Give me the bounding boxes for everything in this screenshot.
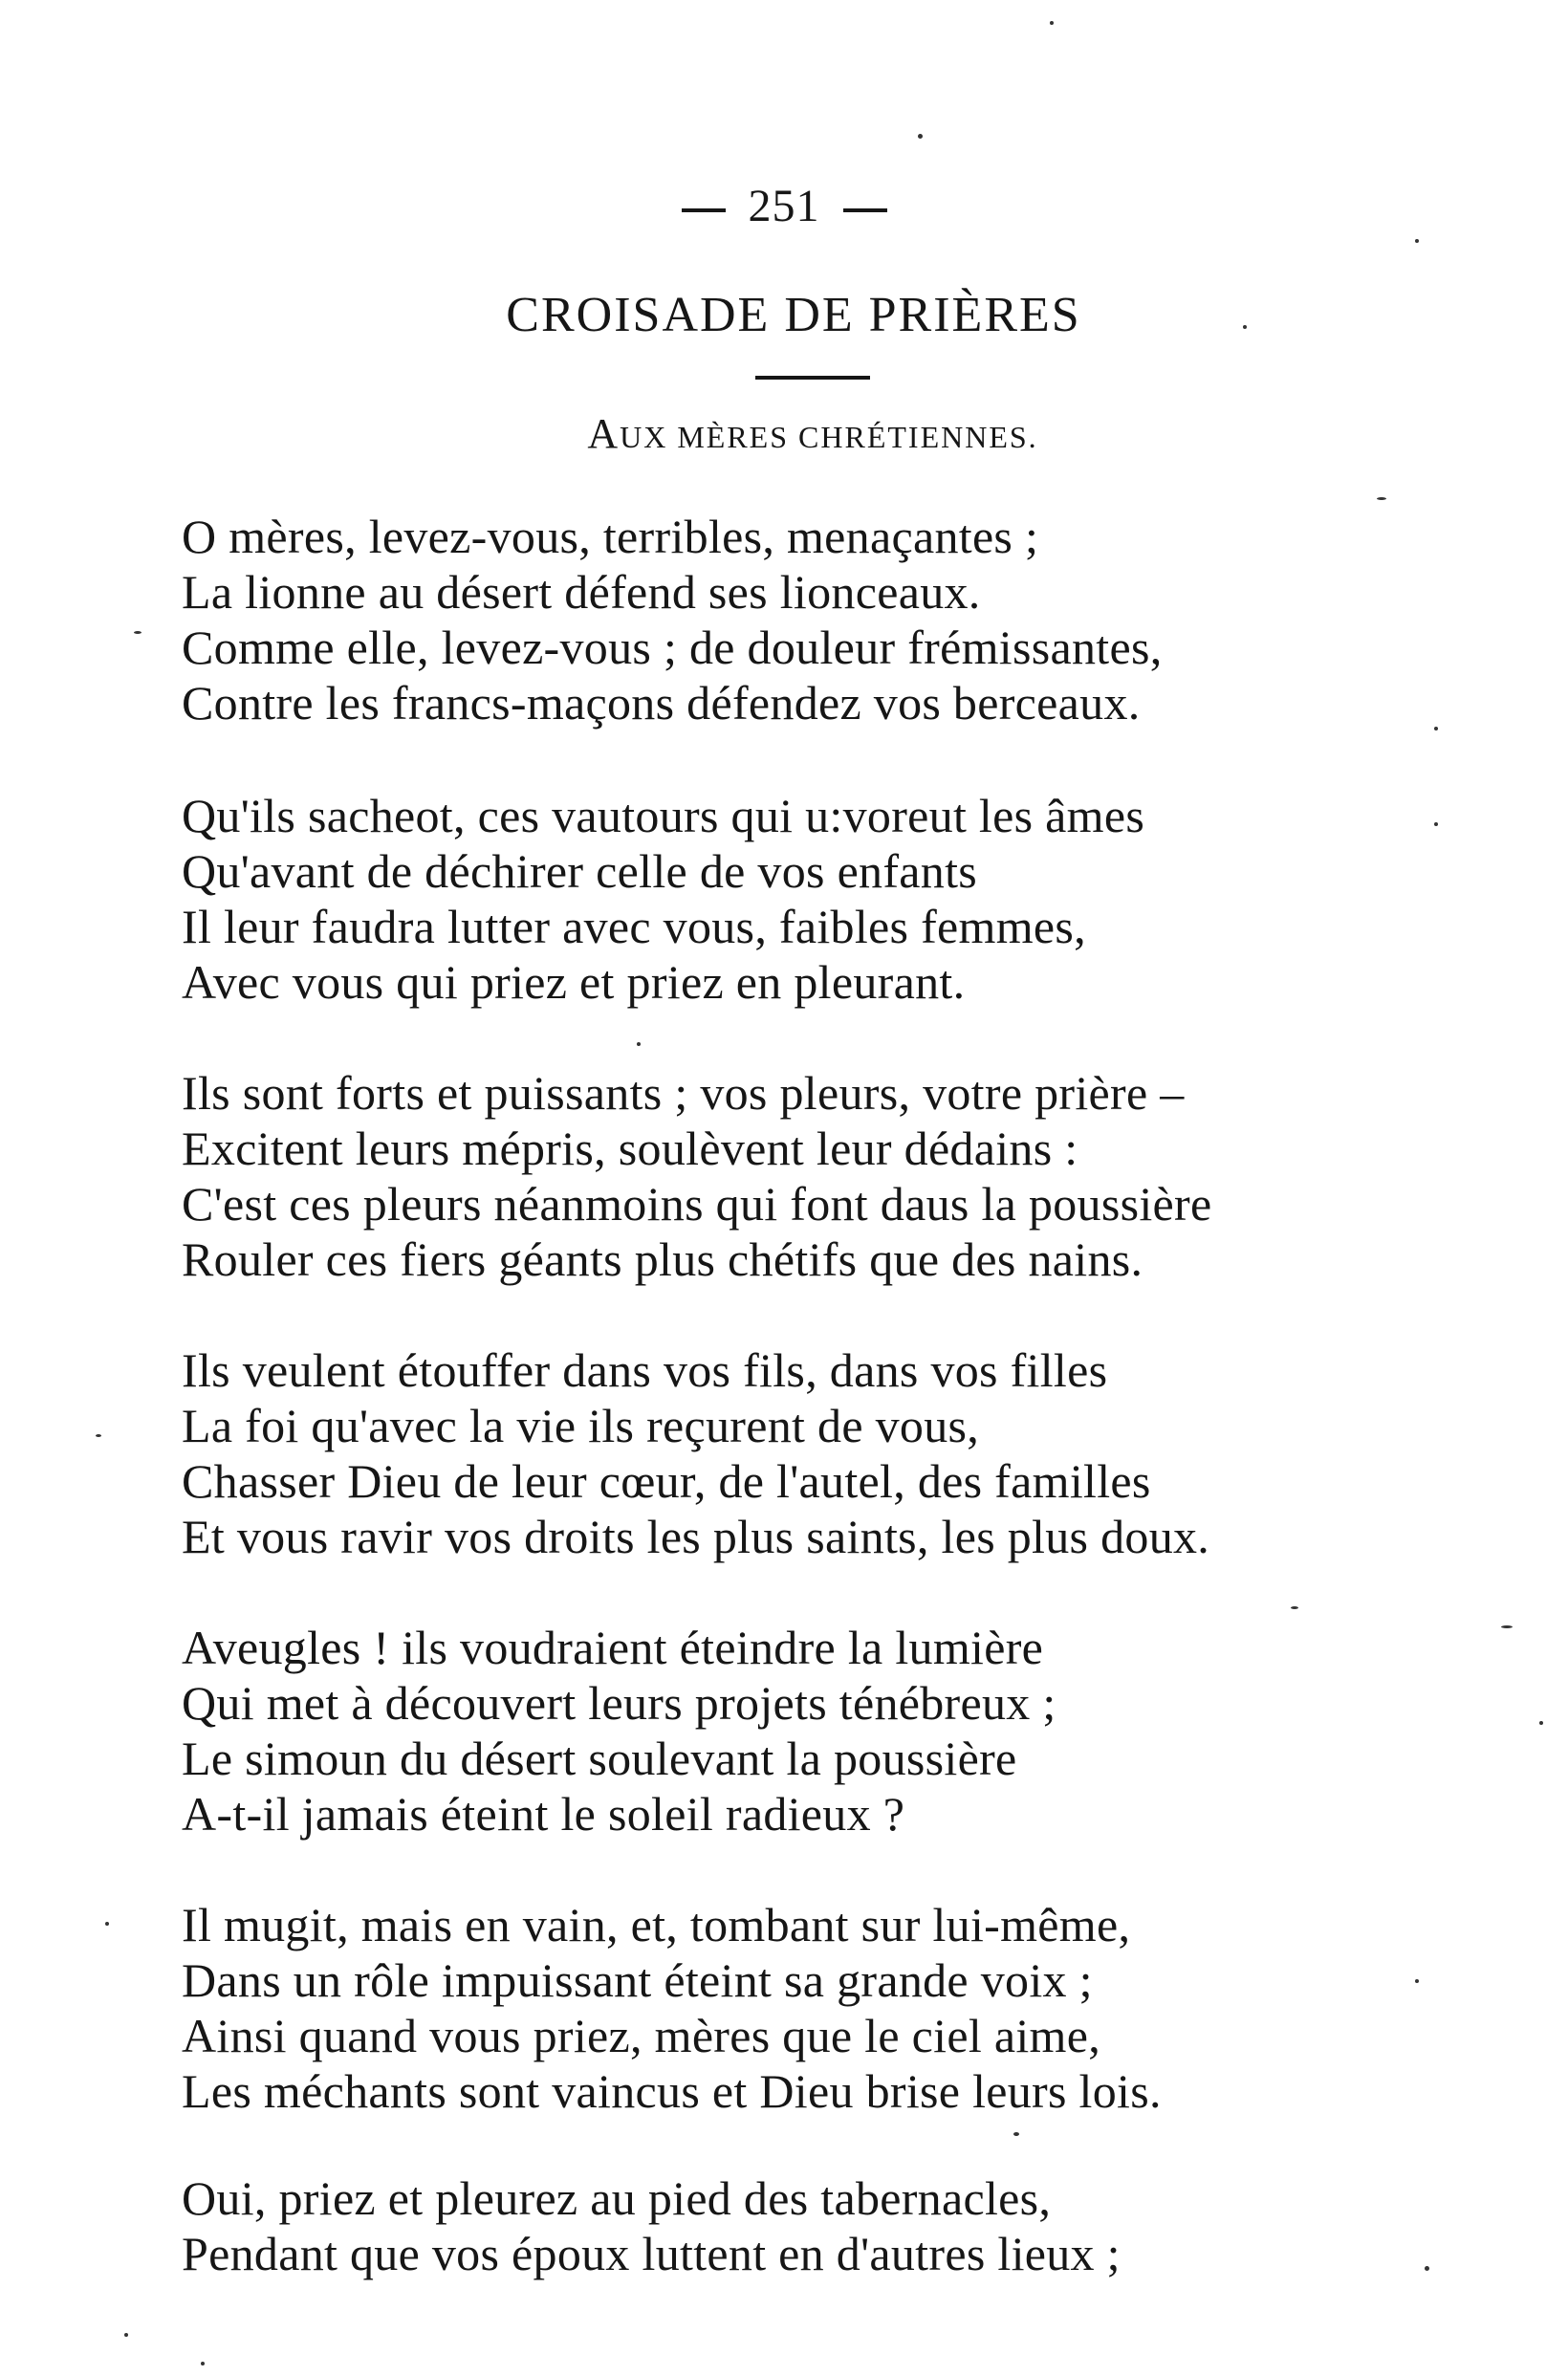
scan-speck [1415, 1979, 1419, 1983]
scan-speck [1539, 1721, 1543, 1725]
scan-speck [1425, 2266, 1429, 2271]
scan-speck [1501, 1625, 1513, 1628]
dash-left [682, 208, 726, 212]
verse-line: Ils veulent étouffer dans vos fils, dans vos filles [182, 1343, 1108, 1397]
scan-speck [1377, 497, 1386, 500]
verse-line: O mères, levez-vous, terribles, menaçantes ; [182, 510, 1039, 563]
verse-line: Contre les francs-maçons défendez vos berceaux. [182, 676, 1141, 730]
stanza-5 [182, 1620, 1482, 1842]
verse-line: Ainsi quand vous priez, mères que le ciel aime, [182, 2009, 1101, 2062]
dedication [0, 409, 1568, 458]
scan-speck [1434, 822, 1438, 826]
verse-line: Les méchants sont vaincus et Dieu brise leurs lois. [182, 2064, 1162, 2118]
verse-line: A-t-il jamais éteint le soleil radieux ? [182, 1787, 905, 1841]
scan-speck [134, 631, 142, 634]
scan-speck [105, 1922, 109, 1926]
scan-speck [201, 2362, 205, 2365]
stanza-1 [182, 509, 1482, 730]
dedication-text: UX MÈRES CHRÉTIENNES. [620, 420, 1038, 454]
verse-line: Comme elle, levez-vous ; de douleur frémissantes, [182, 621, 1163, 674]
page-title: CROISADE DE PRIÈRES [506, 288, 1081, 342]
verse-line: Rouler ces fiers géants plus chétifs que des nains. [182, 1232, 1143, 1286]
verse-line: Excitent leurs mépris, soulèvent leur dédains : [182, 1122, 1078, 1175]
scan-speck [918, 134, 923, 139]
verse-line: Il mugit, mais en vain, et, tombant sur lui-même, [182, 1898, 1131, 1951]
verse-line: Qui met à découvert leurs projets ténébreux ; [182, 1676, 1056, 1730]
scan-speck [1434, 727, 1438, 730]
page-number-value: 251 [748, 181, 820, 231]
stanza-7 [182, 2170, 1482, 2281]
scan-speck [1415, 239, 1419, 243]
stanza-3 [182, 1065, 1482, 1287]
verse-line: Qu'ils sacheot, ces vautours qui u:voreut les âmes [182, 789, 1145, 842]
scan-speck [637, 1042, 641, 1046]
verse-line: Le simoun du désert soulevant la poussière [182, 1732, 1017, 1785]
dedication-initial: A [587, 410, 621, 457]
verse-line: Dans un rôle impuissant éteint sa grande voix ; [182, 1953, 1093, 2007]
scan-speck [1050, 21, 1054, 25]
verse-line: Chasser Dieu de leur cœur, de l'autel, des familles [182, 1454, 1151, 1508]
verse-line: Avec vous qui priez et priez en pleurant. [182, 955, 966, 1009]
dash-right [843, 208, 887, 212]
scan-speck [96, 1434, 101, 1437]
stanza-2 [182, 788, 1482, 1010]
title-rule [755, 376, 870, 380]
scan-speck [1291, 1606, 1298, 1609]
page-number [0, 180, 1568, 232]
verse-line: Pendant que vos époux luttent en d'autres lieux ; [182, 2227, 1121, 2280]
verse-line: La lionne au désert défend ses lionceaux. [182, 565, 981, 619]
verse-line: Il leur faudra lutter avec vous, faibles femmes, [182, 900, 1086, 953]
verse-line: La foi qu'avec la vie ils reçurent de vous, [182, 1399, 980, 1452]
scan-speck [1013, 2132, 1019, 2136]
verse-line: Qu'avant de déchirer celle de vos enfants [182, 844, 978, 898]
verse-line: Oui, priez et pleurez au pied des tabernacles, [182, 2171, 1052, 2225]
scan-speck [124, 2333, 128, 2337]
verse-line: Aveugles ! ils voudraient éteindre la lumière [182, 1621, 1044, 1674]
stanza-6 [182, 1897, 1482, 2119]
scan-speck [1243, 325, 1247, 329]
verse-line: Ils sont forts et puissants ; vos pleurs, votre prière – [182, 1066, 1185, 1120]
stanza-4 [182, 1342, 1482, 1564]
verse-line: C'est ces pleurs néanmoins qui font daus la poussière [182, 1177, 1212, 1231]
verse-line: Et vous ravir vos droits les plus saints, les plus doux. [182, 1510, 1210, 1563]
